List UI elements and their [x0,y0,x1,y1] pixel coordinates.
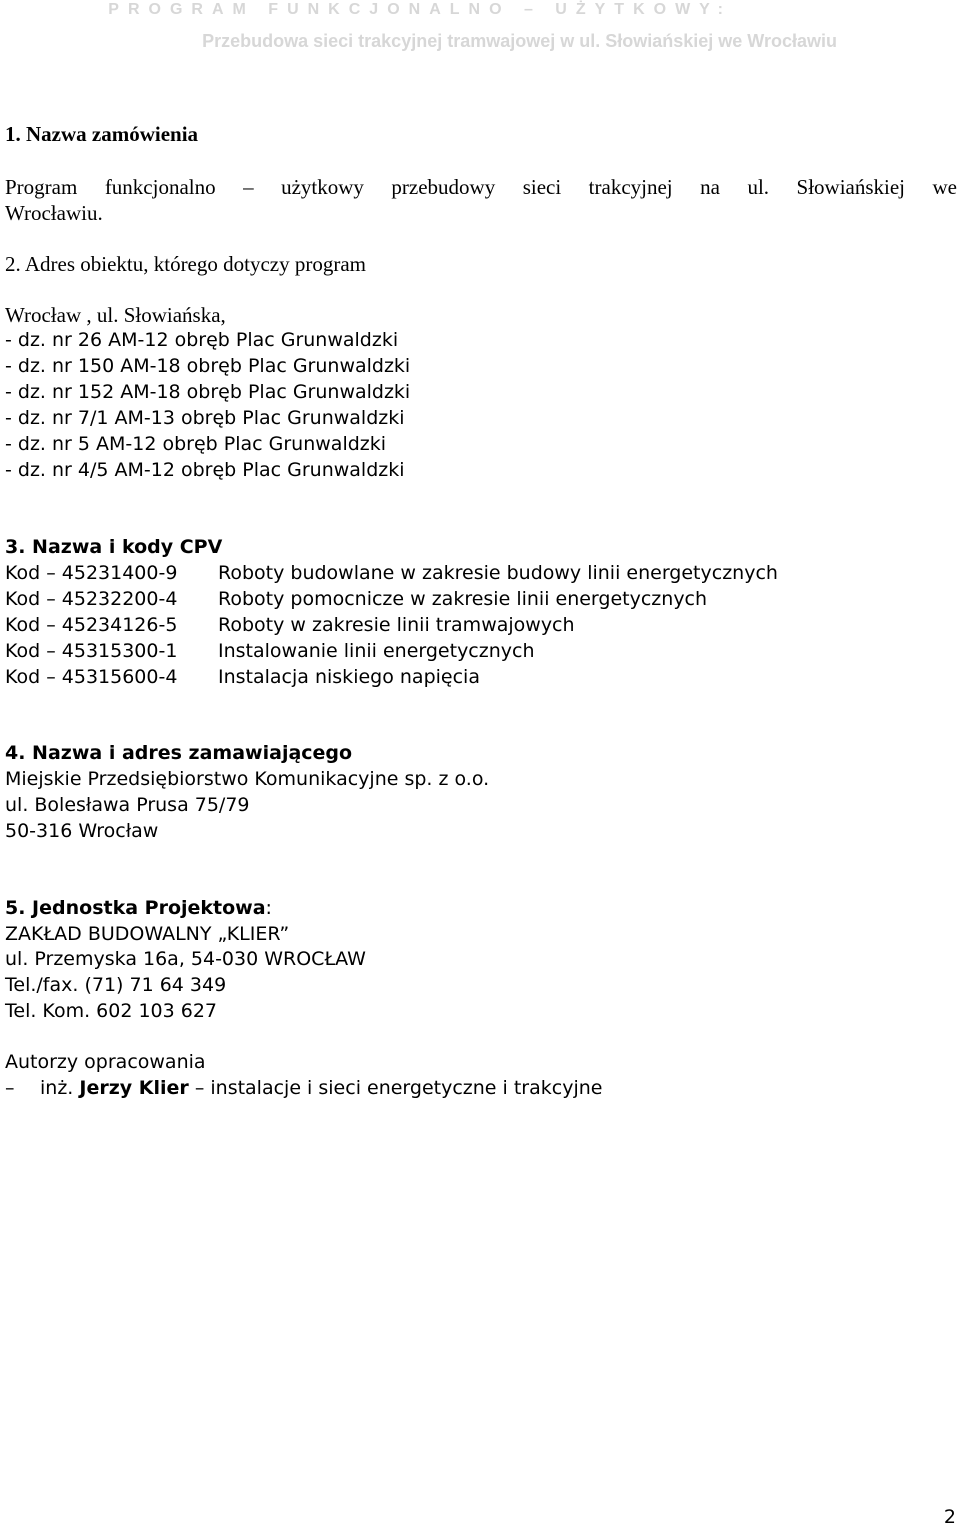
cpv-row [5,638,957,664]
page-number: 2 [943,1506,956,1528]
order-name-word: sieci [522,175,562,199]
cpv-code: Kod – 45315600-4 [5,666,178,688]
order-name-word: funkcjonalno [104,175,216,199]
cpv-row [5,560,957,586]
plot-item: - dz. nr 4/5 AM-12 obręb Plac Grunwaldzki [5,459,405,481]
section-5-heading-text: 5. Jednostka Projektowa [5,897,266,919]
order-name-word: ul. [747,175,770,199]
cpv-row [5,664,957,690]
order-name-word: użytkowy [281,175,364,199]
plot-item: - dz. nr 26 AM-12 obręb Plac Grunwaldzki [5,329,399,351]
section-3-heading-text: 3. Nazwa i kody CPV [5,536,223,558]
cpv-description: Instalacja niskiego napięcia [218,666,480,688]
client-name: Miejskie Przedsiębiorstwo Komunikacyjne sp. z o.o. [5,768,490,790]
order-name-word: – [243,175,254,199]
section-1-heading: 1. Nazwa zamówienia [5,122,199,146]
cpv-row [5,612,957,638]
section-5-heading [5,895,272,921]
author-name: Jerzy Klier [79,1077,189,1099]
document-type-title: PROGRAM FUNKCJONALNO – UŻYTKOWY: [108,1,732,18]
order-name-word: Słowiańskiej [796,175,906,199]
order-name-line-2: Wrocławiu. [5,201,103,225]
section-4-heading: 4. Nazwa i adres zamawiającego [5,742,353,764]
cpv-description: Roboty w zakresie linii tramwajowych [218,614,575,636]
plot-item: - dz. nr 152 AM-18 obręb Plac Grunwaldzki [5,381,411,403]
plot-item: - dz. nr 5 AM-12 obręb Plac Grunwaldzki [5,433,387,455]
authors-heading: Autorzy opracowania [5,1051,206,1073]
cpv-code: Kod – 45231400-9 [5,562,178,584]
cpv-code: Kod – 45315300-1 [5,640,178,662]
design-company-mobile: Tel. Kom. 602 103 627 [5,1000,218,1022]
author-entry [5,1075,602,1101]
design-company-address: ul. Przemyska 16a, 54-030 WROCŁAW [5,948,366,970]
client-street: ul. Bolesława Prusa 75/79 [5,794,250,816]
plot-item: - dz. nr 7/1 AM-13 obręb Plac Grunwaldzki [5,407,405,429]
cpv-description: Roboty pomocnicze w zakresie linii energetycznych [218,588,708,610]
order-name-word: Program [5,175,78,199]
section-2-heading: 2. Adres obiektu, którego dotyczy program [5,252,366,276]
order-name-word: trakcyjnej [588,175,673,199]
order-name-word: na [700,175,720,199]
cpv-description: Roboty budowlane w zakresie budowy linii energetycznych [218,562,778,584]
design-company-name: ZAKŁAD BUDOWALNY „KLIER” [5,923,290,945]
section-3-heading [5,534,222,560]
cpv-code: Kod – 45232200-4 [5,588,178,610]
order-name-line-1 [5,174,957,200]
order-name-word: we [932,175,957,199]
client-city: 50-316 Wrocław [5,820,159,842]
object-address: Wrocław , ul. Słowiańska, [5,303,226,327]
plot-item: - dz. nr 150 AM-18 obręb Plac Grunwaldzki [5,355,411,377]
author-role: – instalacje i sieci energetyczne i trakcyjne [194,1077,603,1099]
author-title: inż. [40,1077,74,1099]
project-title: Przebudowa sieci trakcyjnej tramwajowej w ul. Słowiańskiej we Wrocławiu [202,31,837,51]
design-company-phone-fax: Tel./fax. (71) 71 64 349 [5,974,227,996]
cpv-row [5,586,957,612]
section-5-heading-colon: : [265,897,272,919]
order-name-word: przebudowy [391,175,496,199]
cpv-code: Kod – 45234126-5 [5,614,178,636]
author-bullet: – [5,1077,15,1099]
cpv-description: Instalowanie linii energetycznych [218,640,535,662]
